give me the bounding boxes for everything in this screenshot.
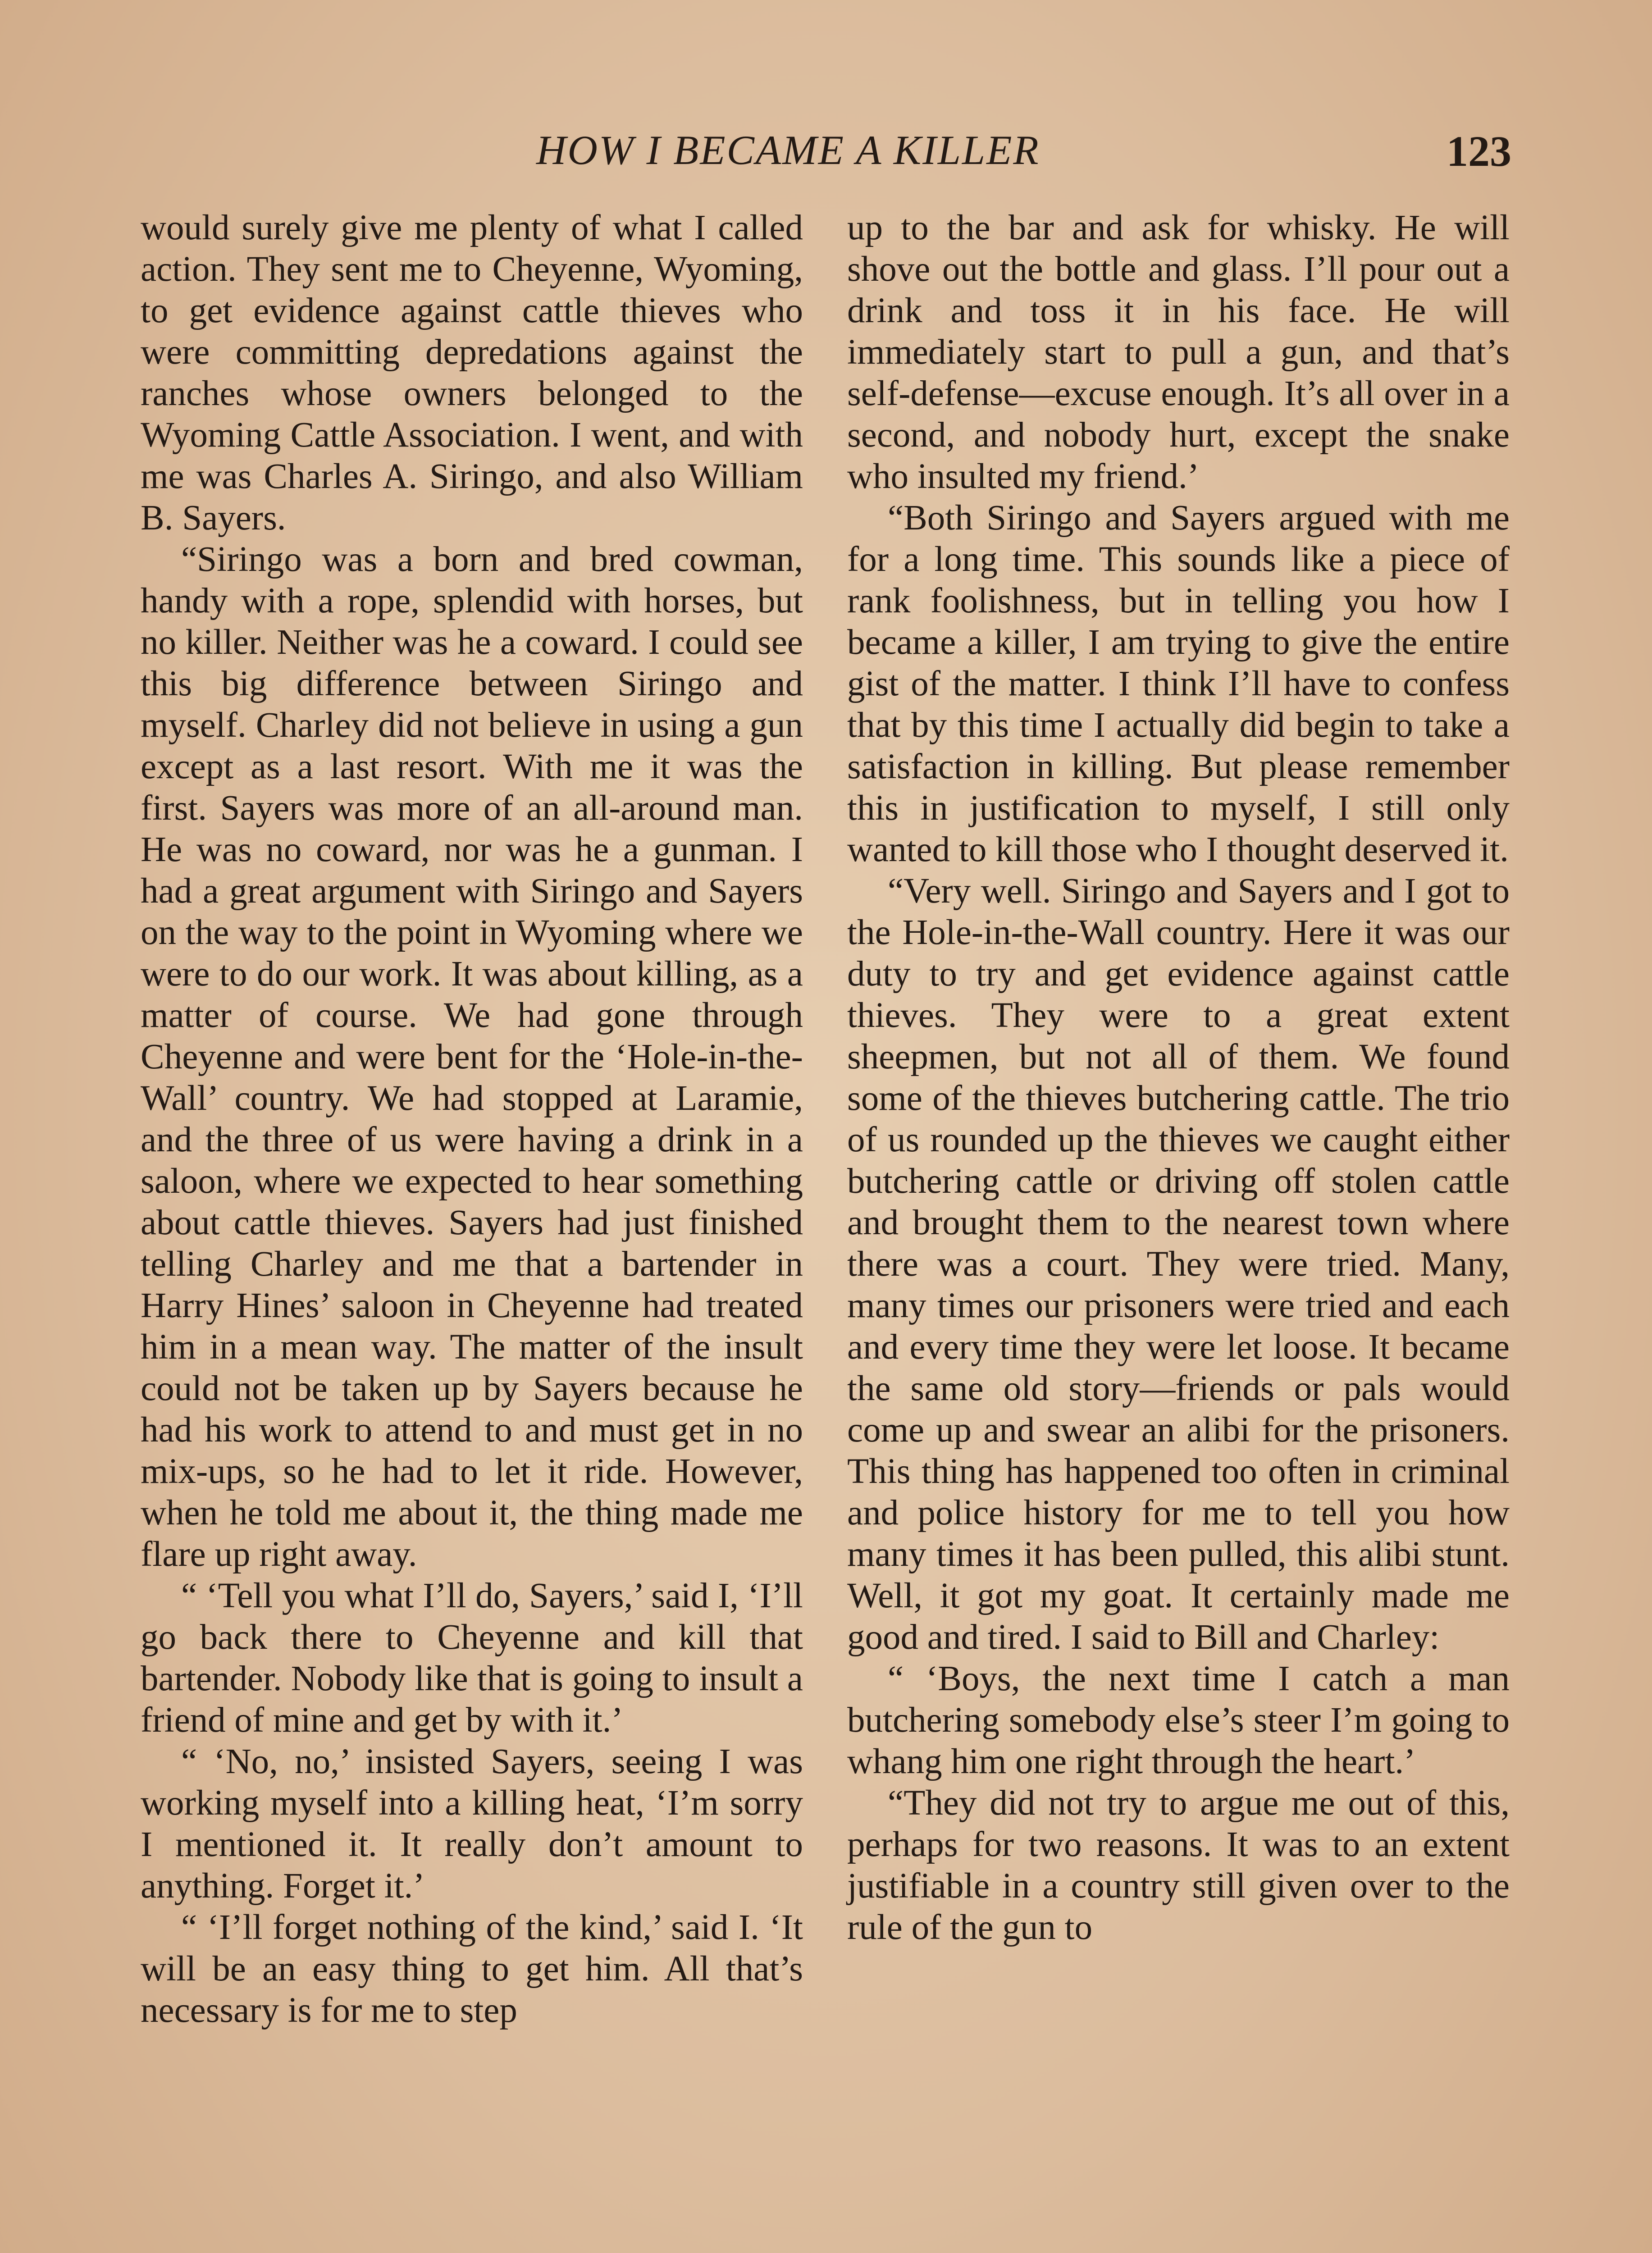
paragraph: up to the bar and ask for whisky. He will shove out the bottle and glass. I’ll pour out a drink and toss it in his face. He will immediately start to pull a gun, and that’s self-defense—excuse enough. It’s all over in a second, and nobody hurt, except the snake who insulted my friend.’ [847, 208, 1510, 496]
running-head [0, 126, 1652, 185]
paragraph: “Siringo was a born and bred cowman, handy with a rope, splendid with horses, but no killer. Neither was he a coward. I could see this big difference between Siringo and myself. Charley did not believe in using a gun except as a last resort. With me it was the first. Sayers was more of an all-around man. He was no coward, nor was he a gunman. I had a great argument with Siringo and Sayers on the way to the point in Wyoming where we were to do our work. It was about killing, as a matter of course. We had gone through Cheyenne and were bent for the ‘Hole-in-the-Wall’ country. We had stopped at Laramie, and the three of us were having a drink in a saloon, where we expected to hear something about cattle thieves. Sayers had just finished telling Charley and me that a bartender in Harry Hines’ saloon in Cheyenne had treated him in a mean way. The matter of the insult could not be taken up by Sayers because he had his work to attend to and must get in no mix-ups, so he had to let it ride. However, when he told me about it, the thing made me flare up right away. [141, 540, 803, 1574]
running-title: HOW I BECAME A KILLER [536, 127, 1040, 173]
right-column [847, 207, 1510, 1948]
paragraph: “ ‘No, no,’ insisted Sayers, seeing I was working myself into a killing heat, ‘I’m sorry I mentioned it. It really don’t amount to anything. Forget it.’ [141, 1742, 803, 1906]
paragraph: “ ‘Boys, the next time I catch a man butchering somebody else’s steer I’m going to whang him one right through the heart.’ [847, 1659, 1510, 1781]
page-number: 123 [1447, 127, 1511, 175]
paragraph: “ ‘I’ll forget nothing of the kind,’ said I. ‘It will be an easy thing to get him. All that’s necessary is for me to step [141, 1908, 803, 2030]
left-column [141, 207, 803, 2031]
paragraph: “ ‘Tell you what I’ll do, Sayers,’ said I, ‘I’ll go back there to Cheyenne and kill that bartender. Nobody like that is going to insult a friend of mine and get by with it.’ [141, 1576, 803, 1740]
paragraph: would surely give me plenty of what I called action. They sent me to Cheyenne, Wyoming, to get evidence against cattle thieves who were committing depredations against the ranches whose owners belonged to the Wyoming Cattle Association. I went, and with me was Charles A. Siringo, and also William B. Sayers. [141, 208, 803, 538]
paragraph: “Very well. Siringo and Sayers and I got to the Hole-in-the-Wall country. Here it was our duty to try and get evidence against cattle thieves. They were to a great extent sheepmen, but not all of them. We found some of the thieves butchering cattle. The trio of us rounded up the thieves we caught either butchering cattle or driving off stolen cattle and brought them to the nearest town where there was a court. They were tried. Many, many times our prisoners were tried and each and every time they were let loose. It became the same old story—friends or pals would come up and swear an alibi for the prisoners. This thing has happened too often in criminal and police history for me to tell you how many times it has been pulled, this alibi stunt. Well, it got my goat. It certainly made me good and tired. I said to Bill and Charley: [847, 871, 1510, 1657]
paragraph: “Both Siringo and Sayers argued with me for a long time. This sounds like a piece of rank foolishness, but in telling you how I became a killer, I am trying to give the entire gist of the matter. I think I’ll have to confess that by this time I actually did begin to take a satisfaction in killing. But please remember this in justification to myself, I still only wanted to kill those who I thought deserved it. [847, 498, 1510, 869]
paragraph: “They did not try to argue me out of this, perhaps for two reasons. It was to an extent justifiable in a country still given over to the rule of the gun to [847, 1783, 1510, 1947]
